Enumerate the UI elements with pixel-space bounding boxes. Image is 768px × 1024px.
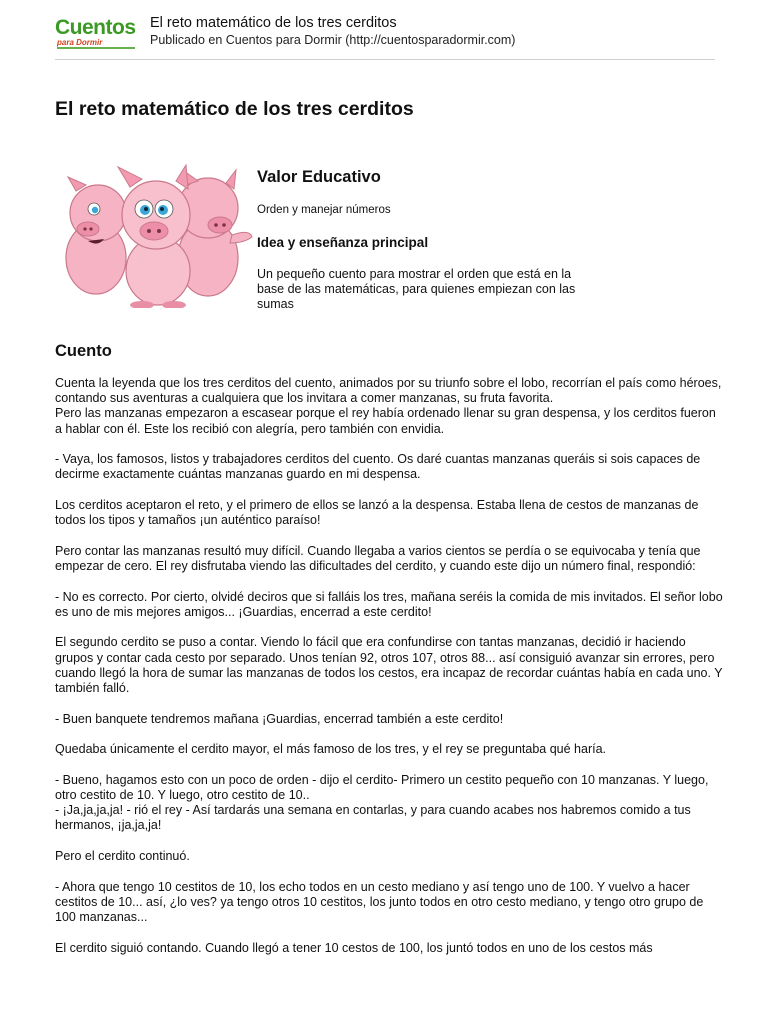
story-body: [55, 376, 725, 971]
page-title: El reto matemático de los tres cerditos: [55, 98, 414, 120]
story-paragraph: El segundo cerdito se puso a contar. Viendo lo fácil que era confundirse con tantas manzanas, decidió ir haciendo grupos y contar cada cesto por separado. Unos tenían 92, otros 107, otros 88... así consiguió avanzar sin errores, pero cuando llegó la hora de sumar las manzanas de todos los cestos, era incapaz de recordar cuántas había en cada uno. Y también falló.: [55, 635, 723, 695]
educational-value-text: Orden y manejar números: [257, 204, 391, 216]
header-subtitle: Publicado en Cuentos para Dormir (http://cuentosparadormir.com): [150, 33, 516, 47]
three-pigs-illustration: [58, 163, 254, 308]
story-paragraph: - Bueno, hagamos esto con un poco de orden - dijo el cerdito- Primero un cestito pequeño con 10 manzanas. Y luego, otro cestito de 10. Y luego, otro cestito de 10.. - ¡Ja,ja,ja,ja! - rió el rey - Así tardarás una semana en contarlas, y para cuando acabes nos habremos comido a tus hermanos, ¡ja,ja,ja!: [55, 772, 709, 833]
story-heading: Cuento: [55, 342, 112, 360]
educational-value-section: [257, 168, 597, 311]
story-paragraph: - No es correcto. Por cierto, olvidé deciros que si falláis los tres, mañana seréis la comida de mis invitados. El señor lobo es uno de mis mejores amigos... ¡Guardias, encerrad a este cerdito!: [55, 589, 723, 619]
pig-left: [66, 177, 126, 294]
story-paragraph: - Ahora que tengo 10 cestitos de 10, los echo todos en un cesto mediano y así tengo uno de 100. Y vuelvo a hacer cestitos de 10... así, ¿lo ves? ya tengo otros 10 cestitos, los junto todos en otro cesto mediano, y tengo otro grupo de 100 manzanas...: [55, 879, 704, 924]
story-paragraph: Pero el cerdito continuó.: [55, 848, 190, 863]
story-paragraph: Cuenta la leyenda que los tres cerditos del cuento, animados por su triunfo sobre el lobo, recorrían el país como héroes, contando sus aventuras a cualquiera que los invitara a comer manzanas, su fruta favorita. Pero las manzanas empezaron a escasear porque el rey había ordenado llenar su gran despensa, y los cerditos fueron a hablar con él. Este los recibió con alegría, pero también con envidia.: [55, 376, 722, 436]
logo-underline: [57, 47, 135, 49]
story-paragraph: - Vaya, los famosos, listos y trabajadores cerditos del cuento. Os daré cuantas manzanas queráis si sois capaces de decirme exactamente cuántas manzanas guardo en mi despensa.: [55, 452, 701, 482]
header-divider: [55, 59, 715, 60]
main-idea-text: Un pequeño cuento para mostrar el orden que está en la base de las matemáticas, para quienes empiezan con las sumas: [257, 267, 576, 311]
story-paragraph: - Buen banquete tendremos mañana ¡Guardias, encerrad también a este cerdito!: [55, 711, 504, 726]
main-idea-heading: Idea y enseñanza principal: [257, 235, 429, 250]
story-paragraph: Pero contar las manzanas resultó muy difícil. Cuando llegaba a varios cientos se perdía o se equivocaba y tenía que empezar de cero. El rey disfrutaba viendo las dificultades del cerdito, y cuando este dijo un número final, respondió:: [55, 543, 701, 573]
educational-value-heading: Valor Educativo: [257, 168, 381, 186]
page-header: [55, 14, 735, 54]
header-title: El reto matemático de los tres cerditos: [150, 15, 397, 31]
site-logo[interactable]: [55, 16, 141, 52]
story-paragraph: El cerdito siguió contando. Cuando llegó a tener 10 cestos de 100, los juntó todos en uno de los cestos más: [55, 940, 653, 955]
story-paragraph: Los cerditos aceptaron el reto, y el primero de ellos se lanzó a la despensa. Estaba llena de cestos de manzanas de todos los tipos y tamaños ¡un auténtico paraíso!: [55, 498, 699, 528]
logo-subtitle: para Dormir: [57, 38, 103, 47]
logo-wordmark: Cuentos: [55, 16, 136, 39]
story-paragraph: Quedaba únicamente el cerdito mayor, el más famoso de los tres, y el rey se preguntaba qué haría.: [55, 742, 607, 757]
pig-middle: [118, 165, 190, 308]
